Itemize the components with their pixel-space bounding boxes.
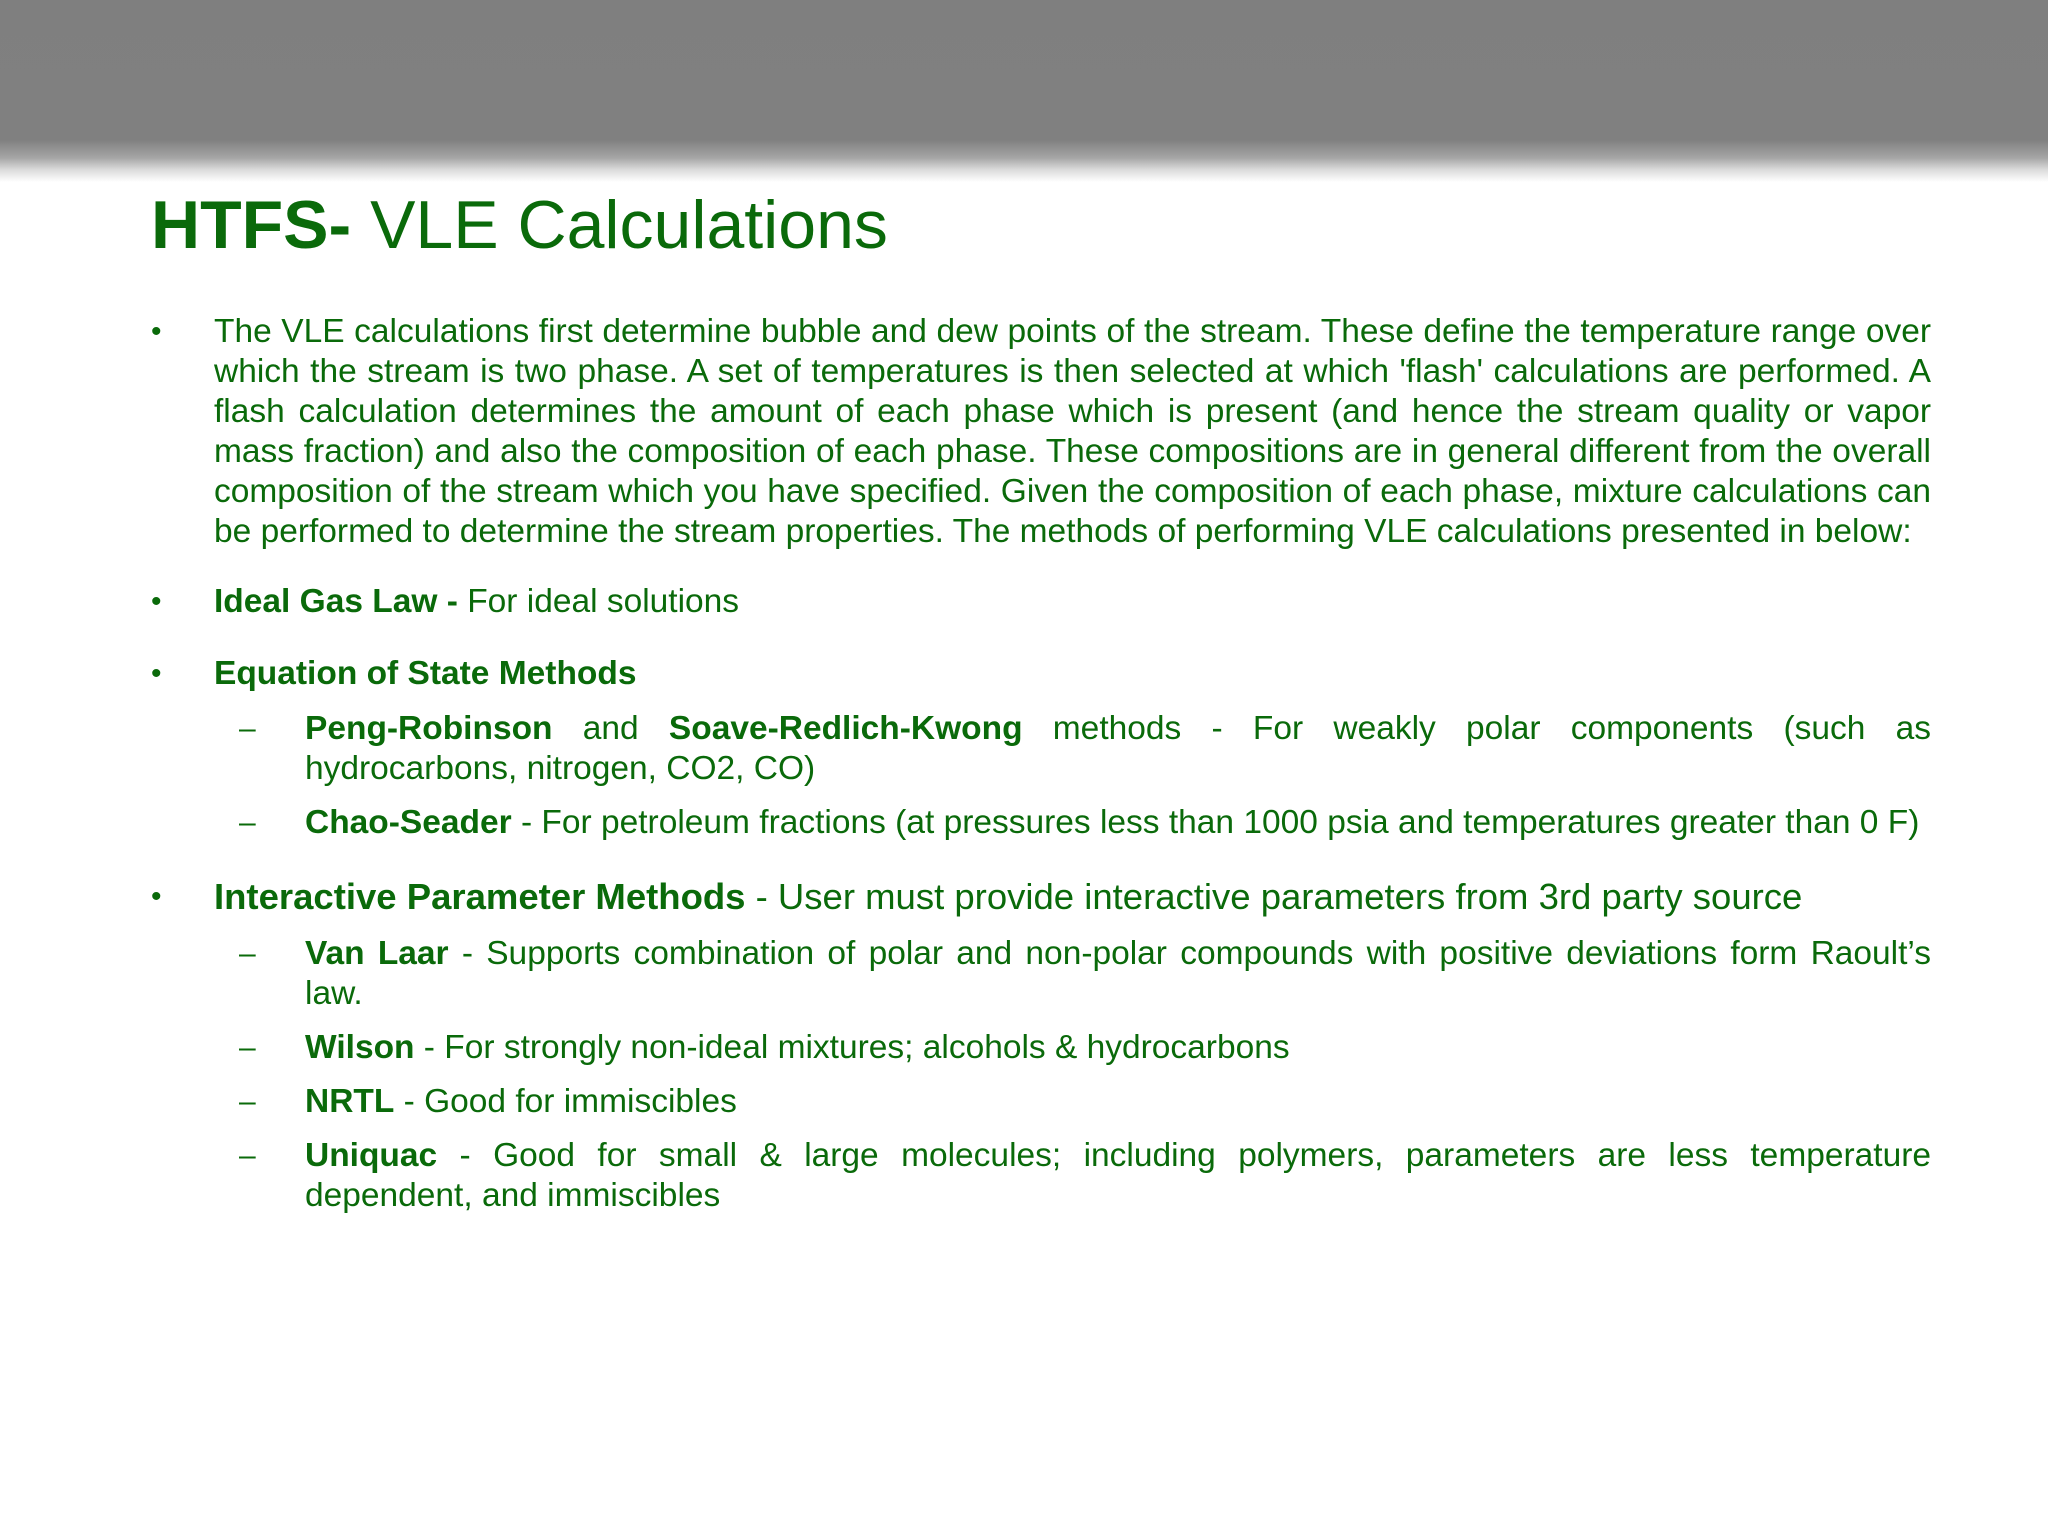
method-name: Uniquac xyxy=(305,1137,438,1174)
method-desc: - For petroleum fractions (at pressures less than 1000 psia and temperatures greater than 0 F) xyxy=(511,804,1920,841)
dash-icon: – xyxy=(239,712,256,745)
ideal-gas-name: Ideal Gas Law - xyxy=(214,583,458,620)
sub-item-uniquac xyxy=(151,1136,1931,1216)
method-name: Wilson xyxy=(305,1029,415,1066)
slide-title xyxy=(151,186,888,264)
bullet-ipm xyxy=(151,875,1931,918)
header-band xyxy=(0,0,2048,182)
bullet-eos xyxy=(151,654,1931,694)
method-desc: - Supports combination of polar and non-polar compounds with positive deviations form Raoult’s law. xyxy=(305,935,1931,1012)
method-desc: - Good for small & large molecules; including polymers, parameters are less temperature dependent, and immiscibles xyxy=(305,1137,1931,1214)
bullet-ideal-gas xyxy=(151,582,1931,622)
method-name: Soave-Redlich-Kwong xyxy=(668,710,1023,747)
dash-icon: – xyxy=(239,1085,256,1118)
dash-icon: – xyxy=(239,1139,256,1172)
ipm-heading: Interactive Parameter Methods xyxy=(214,876,746,917)
bullet-icon: • xyxy=(151,880,162,913)
dash-icon: – xyxy=(239,806,256,839)
sub-item-nrtl xyxy=(151,1082,1931,1122)
dash-icon: – xyxy=(239,937,256,970)
title-bold: HTFS- xyxy=(151,187,352,263)
sub-item-peng-robinson xyxy=(151,709,1931,789)
bullet-icon: • xyxy=(151,657,162,690)
ipm-desc: - User must provide interactive parameters from 3rd party source xyxy=(745,876,1803,917)
method-desc: methods - For weakly polar components (such as hydrocarbons, nitrogen, CO2, CO) xyxy=(305,710,1931,787)
method-connector: and xyxy=(552,710,669,747)
eos-heading: Equation of State Methods xyxy=(214,655,637,692)
method-desc: - For strongly non-ideal mixtures; alcohols & hydrocarbons xyxy=(414,1029,1290,1066)
method-name: Van Laar xyxy=(305,935,449,972)
sub-item-wilson xyxy=(151,1028,1931,1068)
sub-item-chao-seader xyxy=(151,803,1931,843)
bullet-icon: • xyxy=(151,585,162,618)
sub-item-van-laar xyxy=(151,934,1931,1014)
intro-text: The VLE calculations first determine bubble and dew points of the stream. These define the temperature range over which the stream is two phase. A set of temperatures is then selected at which 'flash' calculations are performed. A flash calculation determines the amount of each phase which is present (and hence the stream quality or vapor mass fraction) and also the composition of each phase. These compositions are in general different from the overall composition of the stream which you have specified. Given the composition of each phase, mixture calculations can be performed to determine the stream properties. The methods of performing VLE calculations presented in below: xyxy=(214,313,1931,550)
method-name: NRTL xyxy=(305,1083,395,1120)
title-regular: VLE Calculations xyxy=(351,187,888,263)
method-name: Chao-Seader xyxy=(305,804,512,841)
slide-body xyxy=(151,312,1931,1216)
method-desc: - Good for immiscibles xyxy=(394,1083,737,1120)
method-name: Peng-Robinson xyxy=(305,710,553,747)
ideal-gas-desc: For ideal solutions xyxy=(457,583,740,620)
dash-icon: – xyxy=(239,1031,256,1064)
bullet-intro xyxy=(151,312,1931,552)
bullet-icon: • xyxy=(151,315,162,348)
